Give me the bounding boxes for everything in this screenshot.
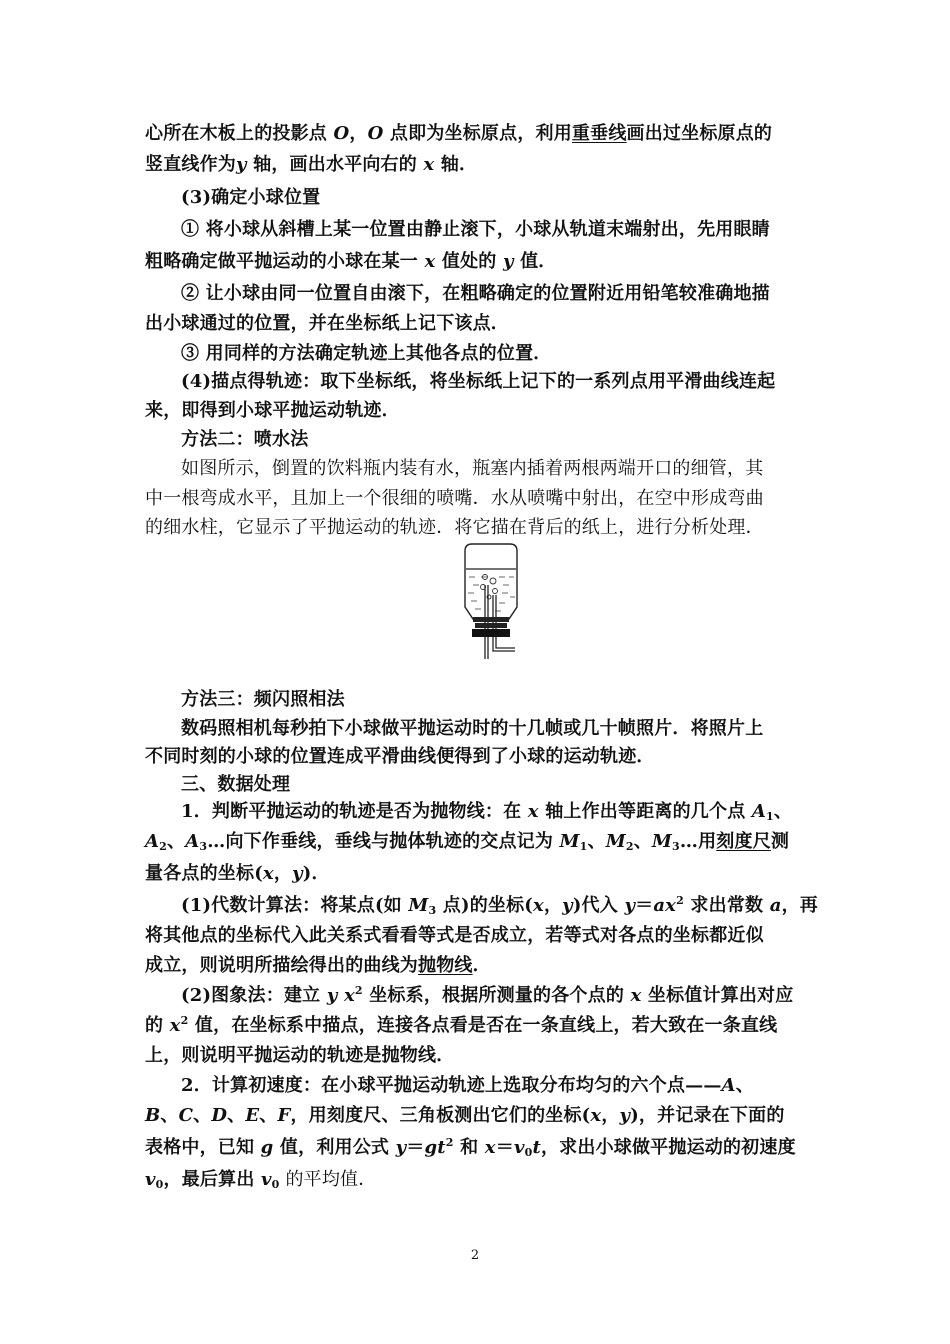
text-line: ① 将小球从斜槽上某一位置由静止滚下，小球从轨道末端射出，先用眼睛: [181, 219, 770, 240]
page-number: 2: [470, 1248, 480, 1263]
text-line: B、C、D、E、F，用刻度尺、三角板测出它们的坐标(x，y)，并记录在下面的: [145, 1105, 785, 1126]
text-line: 1．判断平抛运动的轨迹是否为抛物线：在 x 轴上作出等距离的几个点 $A_1$、: [181, 801, 793, 823]
text-line: ③ 用同样的方法确定轨迹上其他各点的位置．: [181, 343, 552, 364]
text-line: 不同时刻的小球的位置连成平滑曲线便得到了小球的运动轨迹．: [145, 746, 655, 767]
text-line: 2．计算初速度：在小球平抛运动轨迹上选取分布均匀的六个点——A、: [181, 1075, 754, 1096]
section-heading: 方法三：频闪照相法: [181, 689, 345, 710]
text-line: 如图所示，倒置的饮料瓶内装有水，瓶塞内插着两根两端开口的细管，其: [181, 458, 764, 479]
text-line: 粗略确定做平抛运动的小球在某一 x 值处的 y 值．: [145, 251, 557, 272]
section-heading: 三、数据处理: [181, 774, 291, 795]
text-line: 将其他点的坐标代入此关系式看看等式是否成立，若等式对各点的坐标都近似: [145, 925, 764, 946]
underlined-term: 重垂线: [571, 123, 627, 144]
section-heading: 方法二：喷水法: [181, 429, 309, 450]
text-line: $A_2$、$A_3\dots$向下作垂线，垂线与抛体轨迹的交点记为 $M_1$、$M_2$、$M_3\dots$用刻度尺测: [145, 831, 790, 853]
subheading: (3)确定小球位置: [181, 187, 321, 208]
text-line: 上，则说明平抛运动的轨迹是抛物线．: [145, 1045, 455, 1066]
text-line: ② 让小球由同一位置自由滚下，在粗略确定的位置附近用铅笔较准确地描: [181, 283, 770, 304]
text-line: 数码照相机每秒拍下小球做平抛运动时的十几帧或几十帧照片．将照片上: [181, 718, 764, 739]
text-line: 心所在木板上的投影点 O，O 点即为坐标原点，利用重垂线画出过坐标原点的: [145, 123, 773, 144]
text-line: 出小球通过的位置，并在坐标纸上记下该点．: [145, 313, 509, 334]
text-line: 成立，则说明所描绘得出的曲线为抛物线．: [145, 955, 491, 976]
text-line: 量各点的坐标(x，y)．: [145, 863, 330, 884]
text-line: 竖直线作为y 轴，画出水平向右的 x 轴．: [145, 154, 478, 175]
text-line: (4)描点得轨迹：取下坐标纸，将坐标纸上记下的一系列点用平滑曲线连起: [181, 371, 776, 392]
text-line: 来，即得到小球平抛运动轨迹．: [145, 400, 400, 421]
text-line: (2)图象法：建立 y $x^2$ 坐标系，根据所测量的各个点的 x 坐标值计算出对应: [181, 984, 794, 1006]
underlined-term: 抛物线: [418, 955, 473, 976]
text-line: 的细水柱，它显示了平抛运动的轨迹．将它描在背后的纸上，进行分析处理．: [145, 517, 764, 538]
text-line: 中一根弯成水平，且加上一个很细的喷嘴．水从喷嘴中射出，在空中形成弯曲: [145, 488, 764, 509]
inverted-bottle-figure: [455, 541, 537, 677]
text-line: 表格中，已知 g 值，利用公式 $y=gt^2$ 和 $x=v_0t$，求出小球做平抛运动的初速度: [145, 1136, 796, 1159]
text-line: 的 $x^2$ 值，在坐标系中描点，连接各点看是否在一条直线上，若大致在一条直线: [145, 1014, 778, 1036]
underlined-term: 刻度尺: [716, 831, 771, 852]
text-line: (1)代数计算法：将某点(如 $M_3$ 点)的坐标(x，y)代入 $y=ax^2$ 求出常数 a，再: [181, 894, 818, 917]
text-line: $v_0$，最后算出 $v_0$ 的平均值．: [145, 1169, 377, 1191]
